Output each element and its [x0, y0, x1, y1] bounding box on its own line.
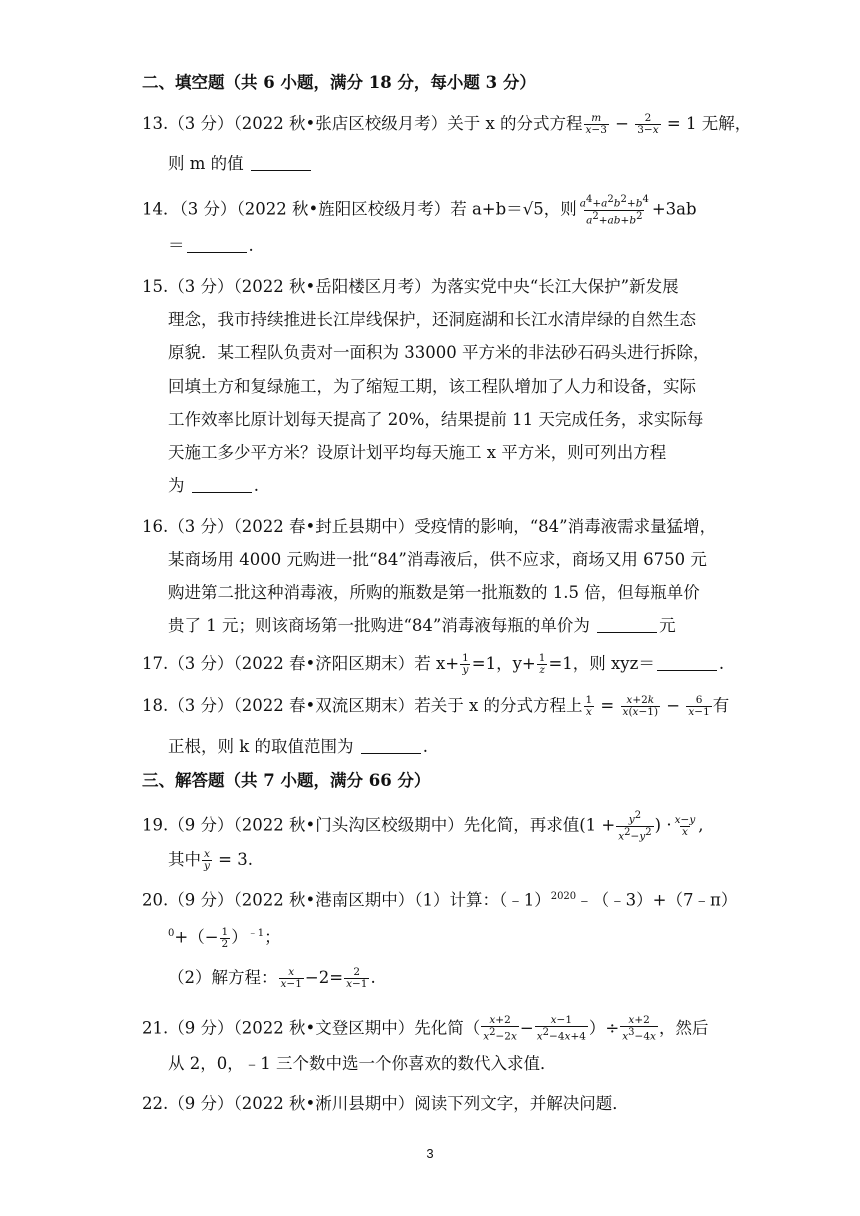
question-15-line-1: 15.（3 分）（2022 秋•岳阳楼区月考）为落实党中央“长江大保护”新发展 [142, 277, 679, 296]
answer-blank[interactable] [361, 739, 421, 754]
question-16-line-2: 某商场用 4000 元购进一批“84”消毒液后，供不应求，商场又用 6750 元 [168, 550, 707, 569]
question-13: 13.（3 分）（2022 秋•张店区校级月考）关于 x 的分式方程 $\frac{m}{x-3}$ − $\frac{2}{3-x}$ = 1 无解， [142, 112, 752, 136]
question-15-line-7: 为 . [168, 476, 259, 495]
question-17: 17.（3 分）（2022 春•济阳区期末）若 x+ $\frac{1}{y}$ =1，y+ $\frac{1}{z}$ =1，则 xyz＝ . [142, 652, 725, 676]
question-20-cont: $^0$+（− $\frac{1}{2}$ ）$^{﹣1}$； [168, 925, 281, 950]
answer-blank[interactable] [187, 238, 247, 253]
question-14: 14．（3 分）（2022 秋•旌阳区校级月考）若 a+b＝√5，则 $\frac{a^4+a^2b^2+b^4}{a^2+ab+b^2}$ +3ab [142, 194, 697, 226]
section-3-title: 三、解答题（共 7 小题，满分 66 分） [142, 771, 431, 790]
question-20-part-2: （2）解方程： $\frac{x}{x-1}$ −2= $\frac{2}{x-1}$ . [168, 966, 376, 990]
question-15-line-5: 工作效率比原计划每天提高了 20%，结果提前 11 天完成任务，求实际每 [168, 410, 704, 429]
question-20: 20.（9 分）（2022 秋•港南区期中）（1）计算：（﹣1）$^{2020}$﹣（﹣3）+（7﹣π） [142, 890, 738, 910]
answer-blank[interactable] [251, 156, 311, 171]
question-14-cont: ＝ . [168, 236, 254, 255]
question-13-cont: 则 m 的值 [168, 153, 313, 175]
question-15-line-4: 回填土方和复绿施工，为了缩短工期，该工程队增加了人力和设备，实际 [168, 377, 696, 396]
answer-blank[interactable] [657, 656, 717, 671]
question-16-line-3: 购进第二批这种消毒液，所购的瓶数是第一批瓶数的 1.5 倍，但每瓶单价 [168, 583, 700, 602]
question-15-line-3: 原貌．某工程队负责对一面积为 33000 平方米的非法砂石码头进行拆除， [168, 343, 710, 362]
answer-blank[interactable] [597, 618, 657, 633]
section-2-title: 二、填空题（共 6 小题，满分 18 分，每小题 3 分） [142, 73, 536, 92]
question-19-cont: 其中 $\frac{x}{y}$ = 3. [168, 848, 253, 872]
question-22: 22.（9 分）（2022 秋•淅川县期中）阅读下列文字，并解决问题． [142, 1094, 629, 1113]
page-number: 3 [426, 1146, 434, 1161]
question-21-cont: 从 2，0，﹣1 三个数中选一个你喜欢的数代入求值． [168, 1054, 557, 1073]
question-16-line-4: 贵了 1 元；则该商场第一批购进“84”消毒液每瓶的单价为 元 [168, 616, 676, 635]
question-15-line-2: 理念，我市持续推进长江岸线保护，还洞庭湖和长江水清岸绿的自然生态 [168, 310, 696, 329]
question-18-cont: 正根，则 k 的取值范围为 . [168, 737, 428, 756]
question-19: 19.（9 分）（2022 秋•门头沟区校级期中）先化简，再求值(1 + $\frac{y^2}{x^2-y^2}$ ) · $\frac{x-y}{x}$ , [142, 810, 704, 842]
question-21: 21.（9 分）（2022 秋•文登区期中）先化简（ $\frac{x+2}{x^2-2x}$ − $\frac{x-1}{x^2-4x+4}$ ）÷ $\frac{x+2}{x^3-4x}$ ，然后 [142, 1014, 709, 1043]
question-15-line-6: 天施工多少平方米？设原计划平均每天施工 x 平方米，则可列出方程 [168, 443, 667, 462]
question-18: 18.（3 分）（2022 春•双流区期末）若关于 x 的分式方程上 $\frac{1}{x}$ = $\frac{x+2k}{x(x-1)}$ − $\frac{6}{x-1}$ 有 [142, 694, 730, 718]
answer-blank[interactable] [192, 478, 252, 493]
question-16-line-1: 16.（3 分）（2022 春•封丘县期中）受疫情的影响，“84”消毒液需求量猛增， [142, 517, 717, 536]
